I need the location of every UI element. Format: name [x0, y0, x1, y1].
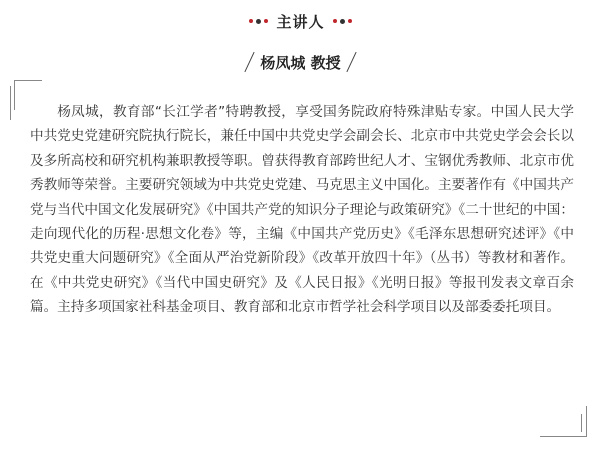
dot-ornament: [333, 19, 337, 23]
top-left-corner-bracket: [10, 86, 11, 120]
left-dots-ornament: [249, 19, 268, 24]
speaker-name: 杨凤城 教授: [260, 53, 341, 72]
bottom-right-corner-bracket: [581, 414, 582, 432]
dot-ornament: [256, 19, 261, 24]
bottom-right-corner-bracket: [540, 436, 587, 437]
speaker-heading: [0, 48, 601, 76]
dot-ornament: [340, 19, 345, 24]
dot-ornament: [264, 19, 268, 23]
right-dots-ornament: [333, 19, 352, 24]
dot-ornament: [249, 19, 253, 23]
dot-ornament: [348, 19, 352, 23]
left-slash-ornament: [245, 52, 255, 72]
section-title: 主讲人: [276, 12, 325, 31]
speaker-bio: 杨凤城，教育部“长江学者”特聘教授，享受国务院政府特殊津贴专家。中国人民大学中共党史党建研究院执行院长，兼任中国中共党史学会副会长、北京市中共党史学会会长以及多所高校和研究机构兼职教授等职。曾获得教育部跨世纪人才、宝钢优秀教师、北京市优秀教师等荣誉。主要研究领域为中共党史党建、马克思主义中国化。主要著作有《中国共产党与当代中国文化发展研究》《中国共产党的知识分子理论与政策研究》《二十世纪的中国：走向现代化的历程·思想文化卷》等，主编《中国共产党历史》《毛泽东思想研究述评》《中共党史重大问题研究》《全面从严治党新阶段》《改革开放四十年》（丛书）等教材和著作。在《中共党史研究》《当代中国史研究》及《人民日报》《光明日报》等报刊发表文章百余篇。主持多项国家社科基金项目、教育部和北京市哲学社会科学项目以及部委委托项目。: [30, 104, 574, 316]
bottom-right-corner-bracket: [586, 406, 587, 436]
top-left-corner-bracket: [14, 80, 42, 81]
right-slash-ornament: [346, 52, 356, 72]
top-left-corner-bracket: [14, 80, 15, 110]
section-header: [0, 10, 601, 32]
